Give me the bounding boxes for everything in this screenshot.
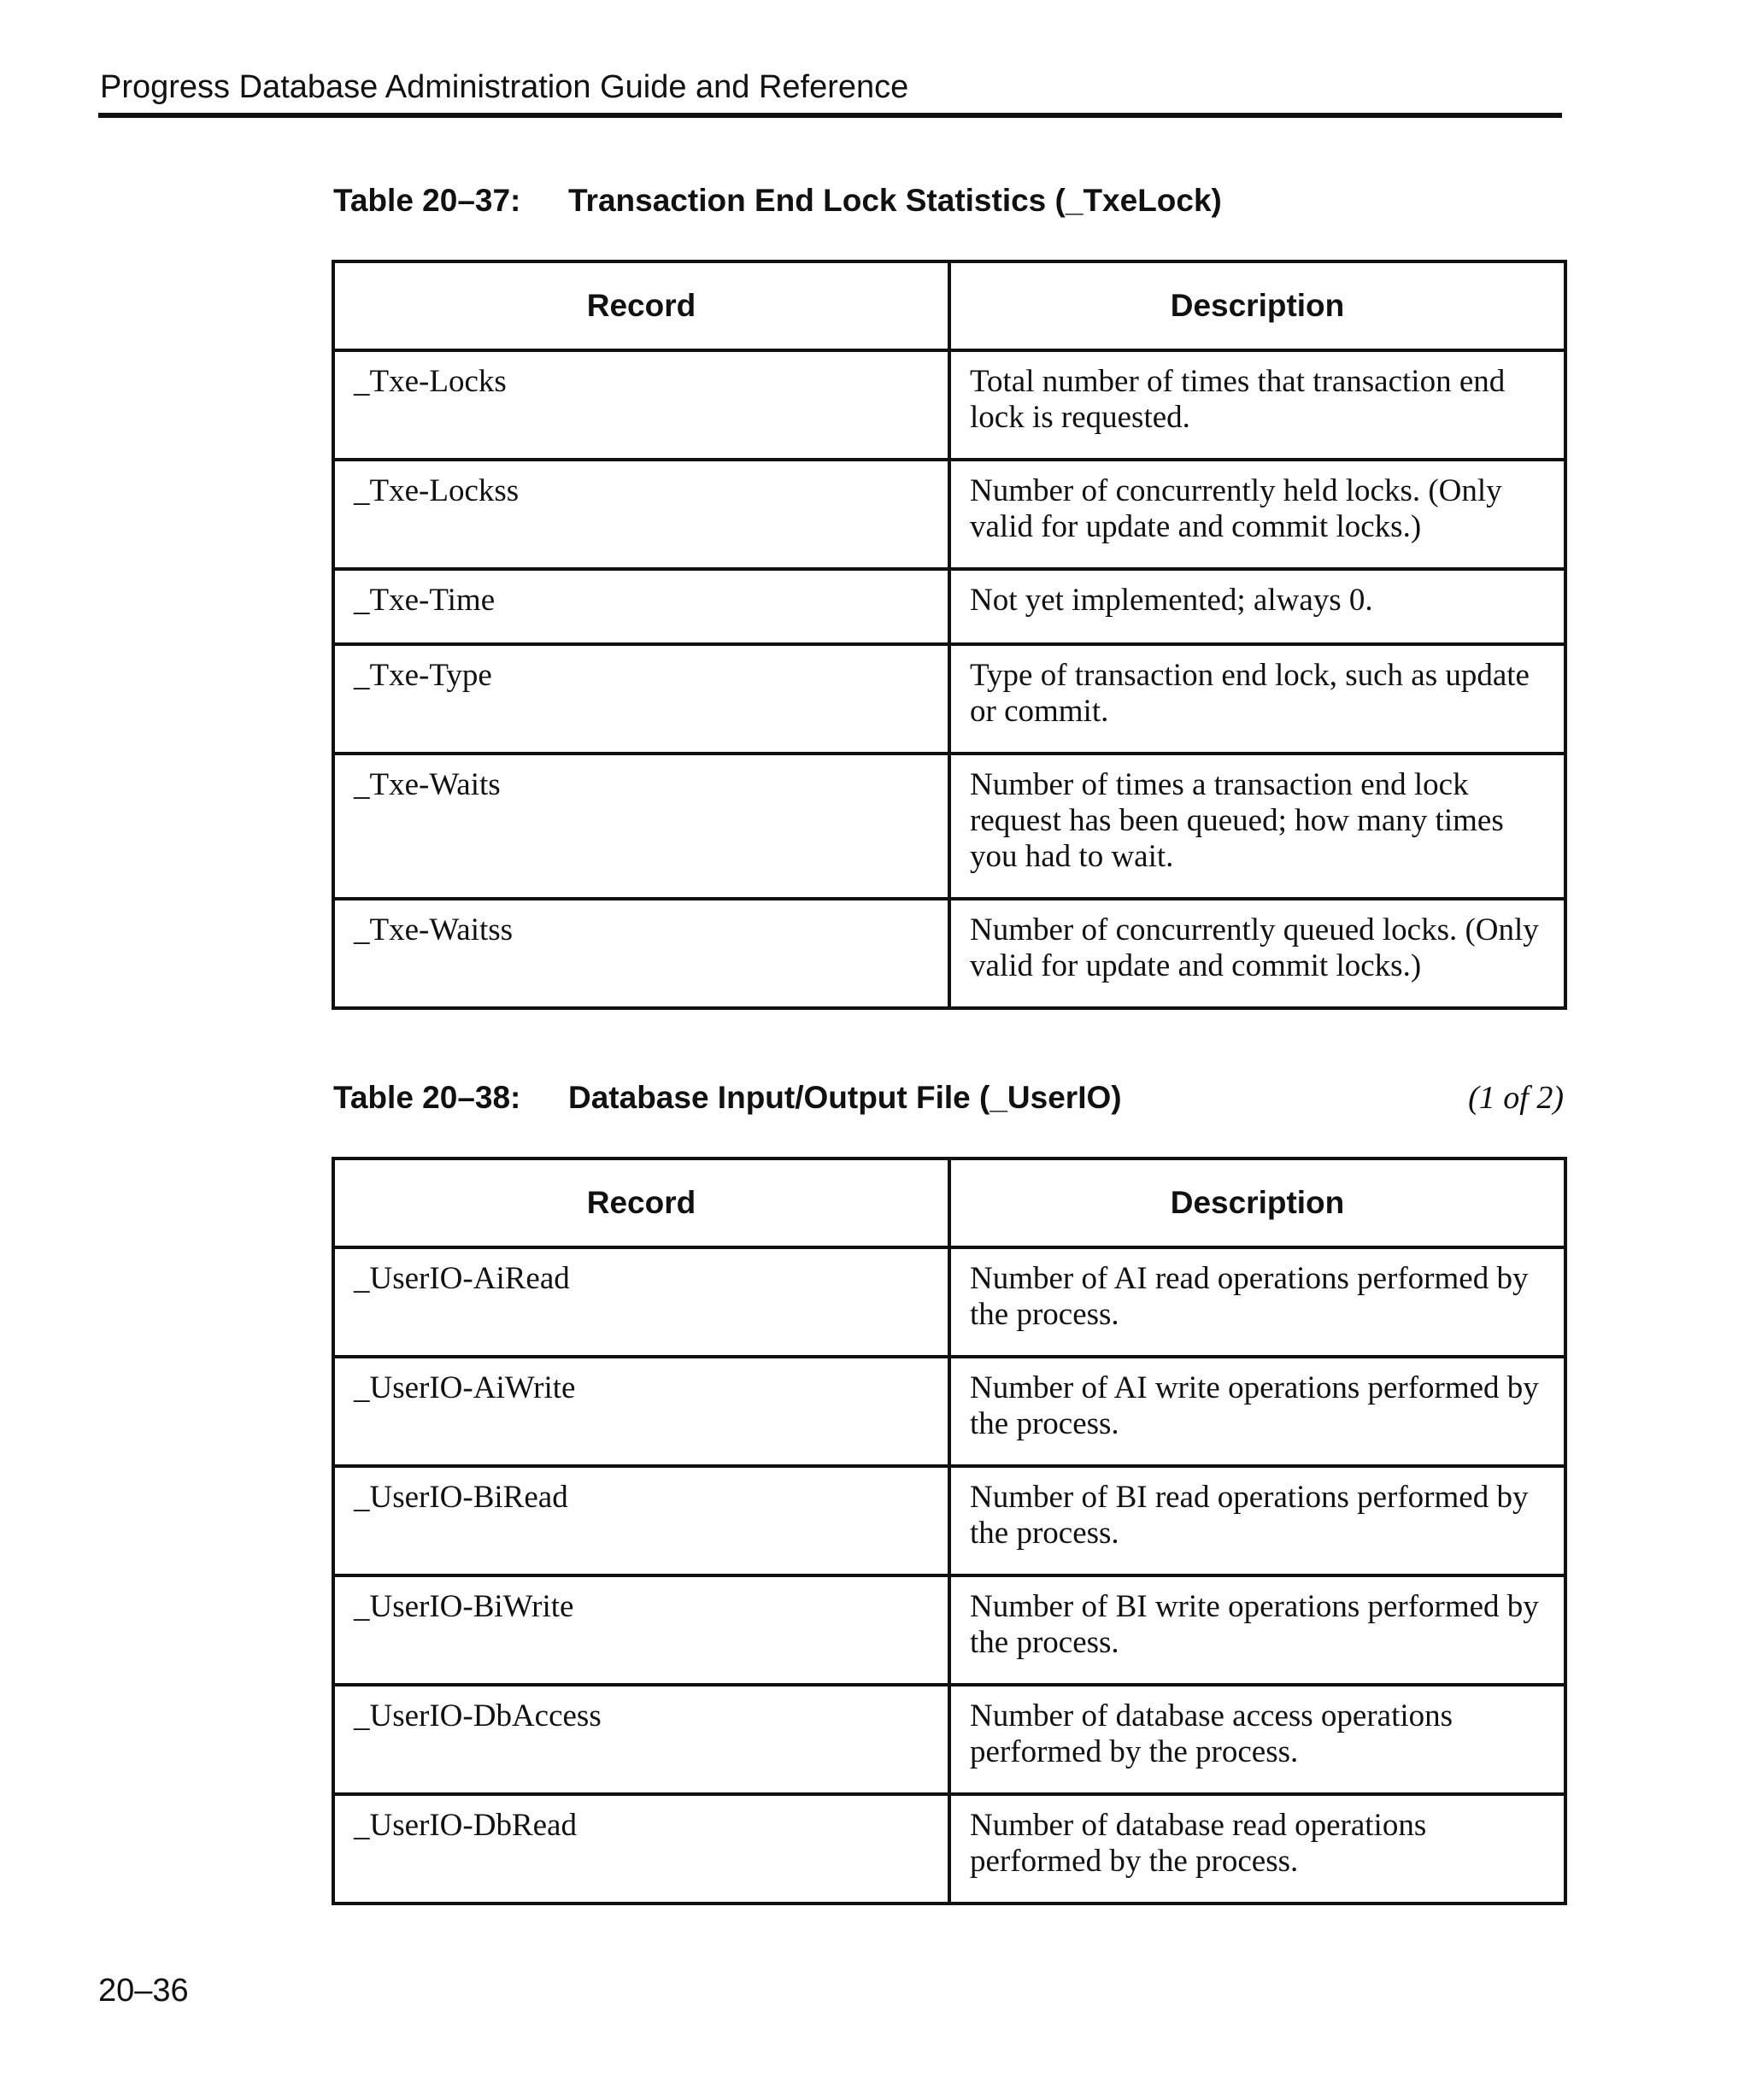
record-cell: _UserIO-DbAccess [333,1685,949,1794]
table-caption-20-37 [332,179,1564,222]
record-cell: _Txe-Locks [333,350,949,460]
description-cell: Not yet implemented; always 0. [949,569,1565,644]
table-row [333,644,1565,754]
table-row [333,899,1565,1008]
table-caption-20-38 [332,1076,1564,1119]
description-cell: Number of BI read operations performed by the process. [949,1466,1565,1575]
record-cell: _Txe-Waitss [333,899,949,1008]
txelock-table [332,260,1567,1010]
table-row [333,460,1565,569]
table-header-row [333,261,1565,350]
column-header-record: Record [333,1159,949,1247]
table-row [333,1466,1565,1575]
description-cell: Number of AI write operations performed by the process. [949,1357,1565,1466]
document-title: Progress Database Administration Guide and Reference [100,69,909,105]
description-cell: Total number of times that transaction end lock is requested. [949,350,1565,460]
table-header-row [333,1159,1565,1247]
page-number: 20–36 [98,1973,189,2009]
description-cell: Number of concurrently held locks. (Only valid for update and commit locks.) [949,460,1565,569]
description-cell: Type of transaction end lock, such as update or commit. [949,644,1565,754]
table-title: Transaction End Lock Statistics (_TxeLock) [568,183,1222,218]
description-cell: Number of times a transaction end lock request has been queued; how many times you had to wait. [949,754,1565,899]
description-cell: Number of database access operations performed by the process. [949,1685,1565,1794]
record-cell: _UserIO-AiWrite [333,1357,949,1466]
table-row [333,1685,1565,1794]
page-content [332,179,1564,1905]
record-cell: _Txe-Type [333,644,949,754]
record-cell: _Txe-Lockss [333,460,949,569]
table-row [333,350,1565,460]
table-row [333,1357,1565,1466]
table-spacer [332,1010,1564,1076]
record-cell: _UserIO-BiRead [333,1466,949,1575]
table-number: Table 20–38: [333,1080,521,1115]
column-header-record: Record [333,261,949,350]
userio-table [332,1157,1567,1905]
description-cell: Number of AI read operations performed by the process. [949,1247,1565,1357]
record-cell: _UserIO-AiRead [333,1247,949,1357]
description-cell: Number of database read operations performed by the process. [949,1794,1565,1903]
table-title: Database Input/Output File (_UserIO) [568,1080,1122,1115]
table-number: Table 20–37: [333,183,521,218]
column-header-description: Description [949,1159,1565,1247]
description-cell: Number of concurrently queued locks. (Only valid for update and commit locks.) [949,899,1565,1008]
record-cell: _Txe-Waits [333,754,949,899]
table-row [333,754,1565,899]
table-continuation-note: (1 of 2) [1468,1080,1564,1116]
table-row [333,1247,1565,1357]
table-row [333,569,1565,644]
record-cell: _Txe-Time [333,569,949,644]
table-row [333,1794,1565,1903]
record-cell: _UserIO-DbRead [333,1794,949,1903]
record-cell: _UserIO-BiWrite [333,1575,949,1685]
table-row [333,1575,1565,1685]
description-cell: Number of BI write operations performed by the process. [949,1575,1565,1685]
running-header [98,67,1562,118]
column-header-description: Description [949,261,1565,350]
